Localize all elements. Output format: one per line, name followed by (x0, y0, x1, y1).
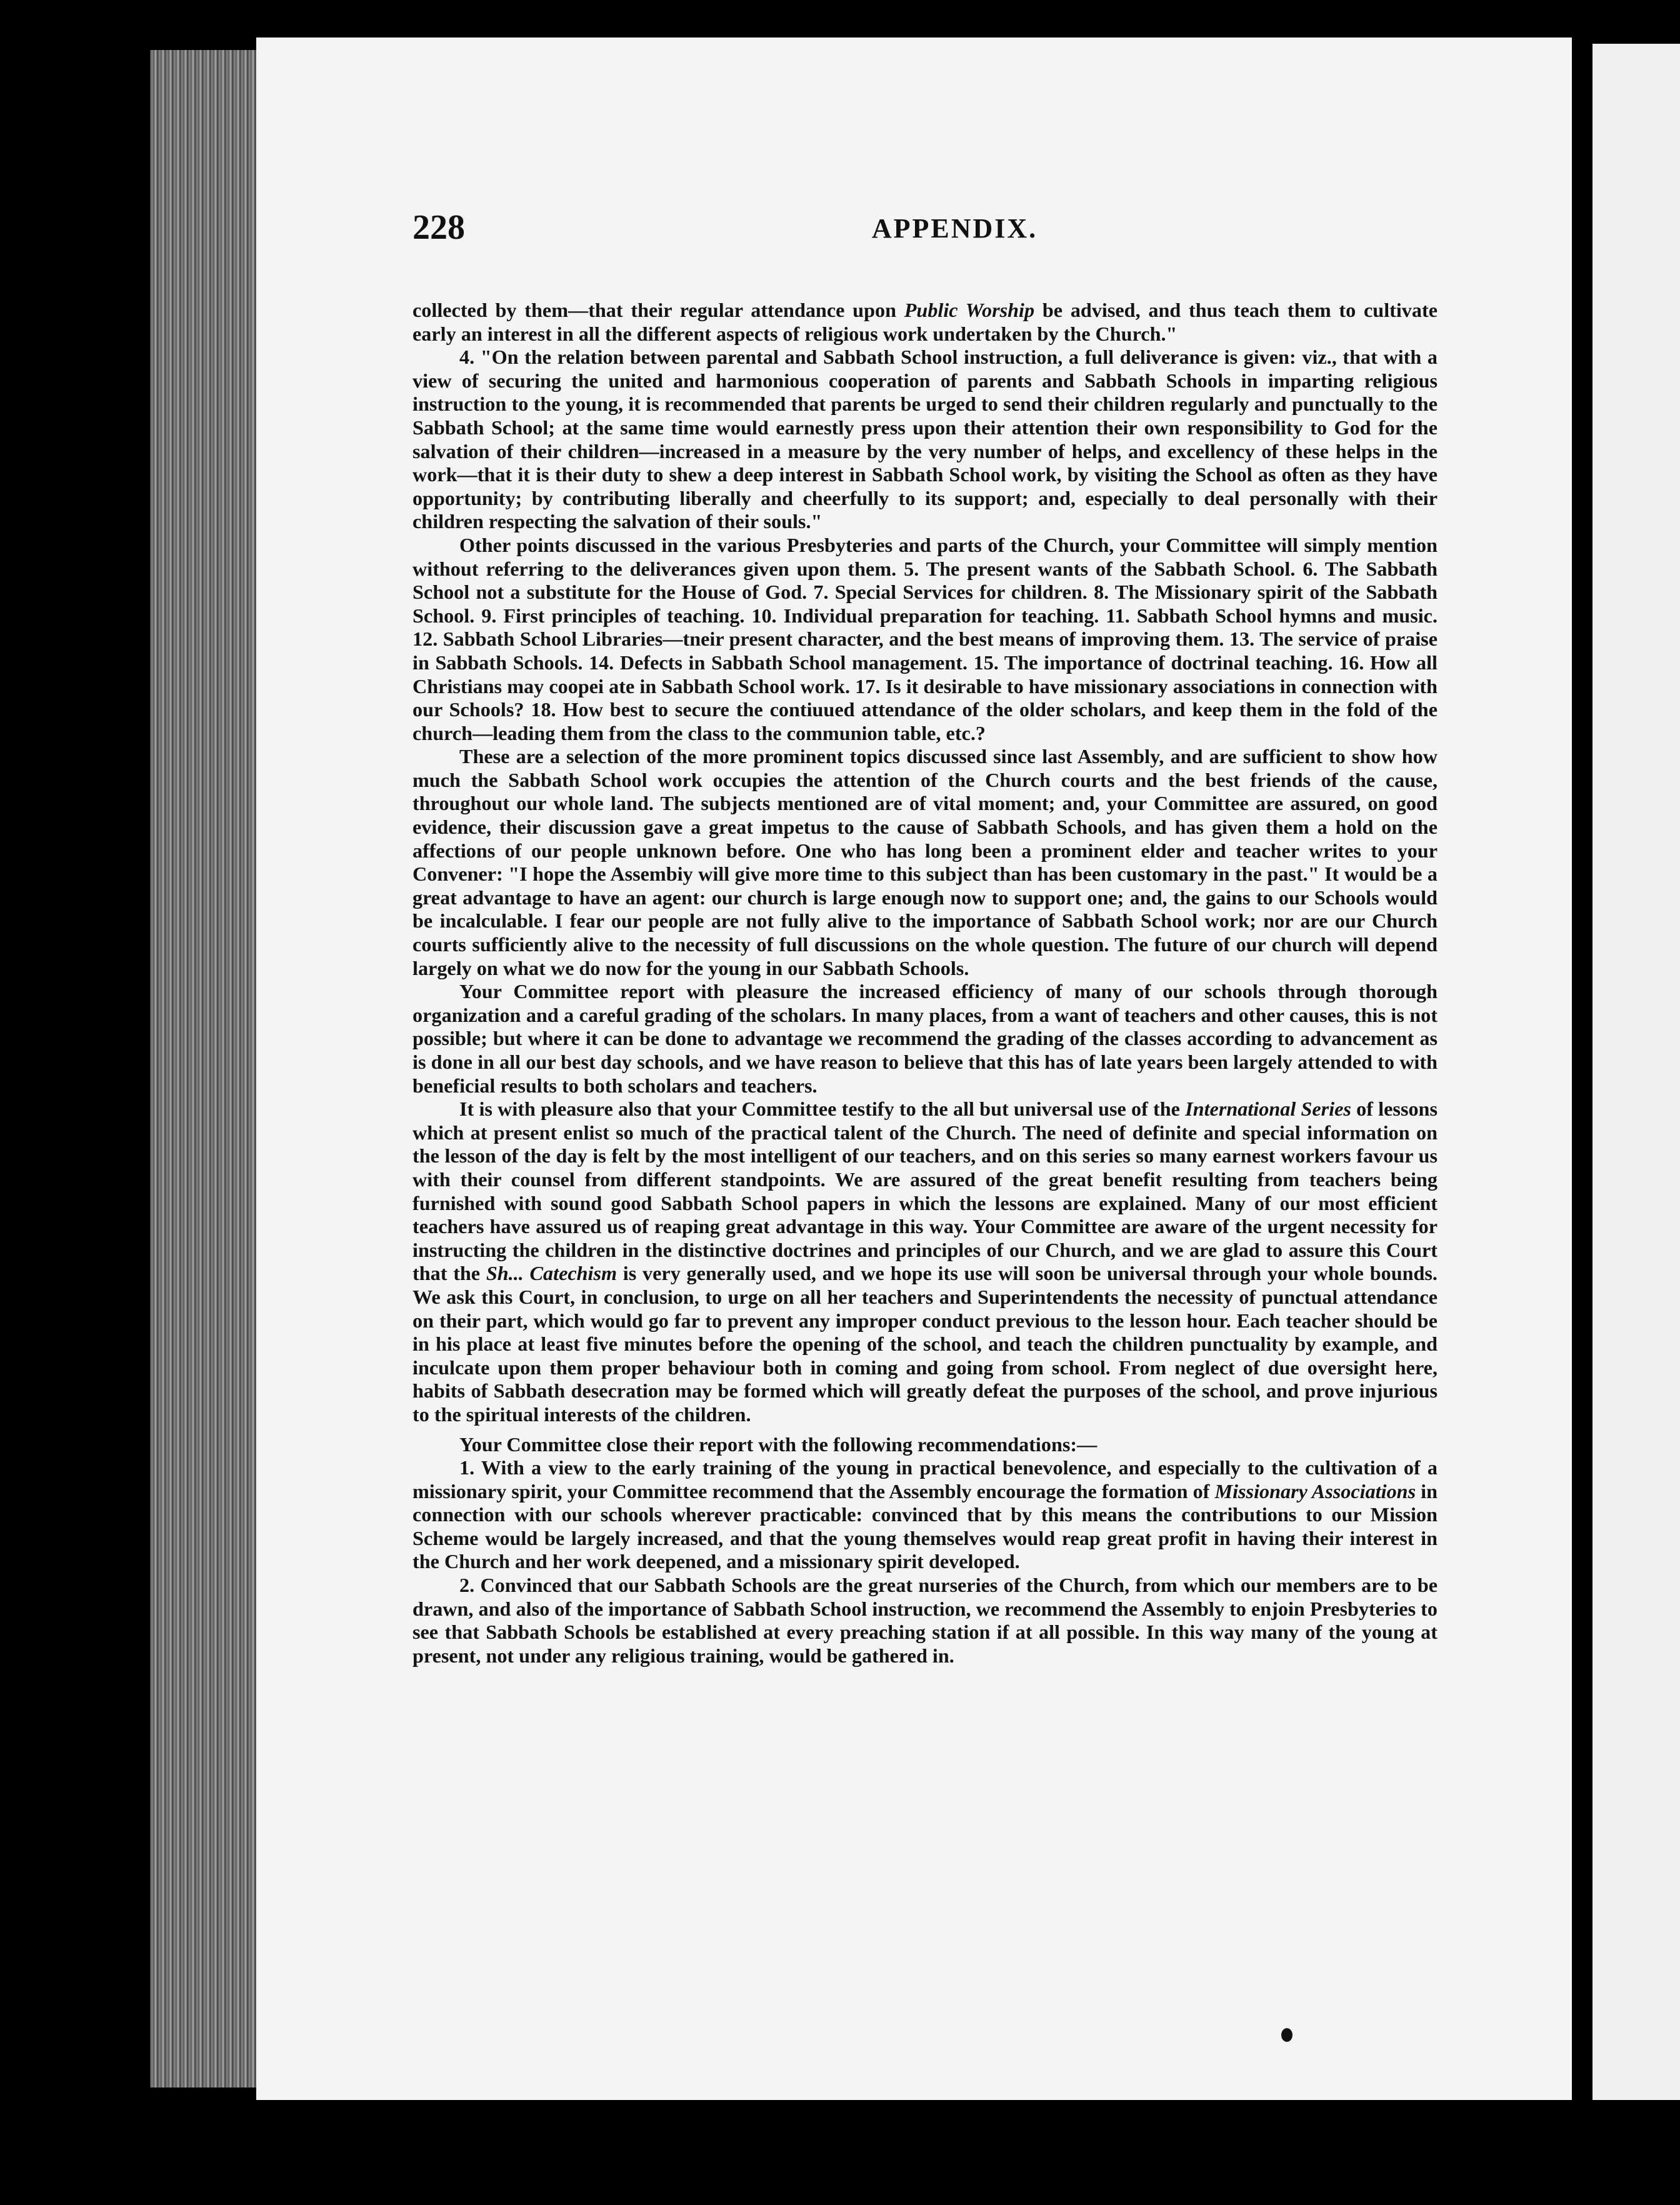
ink-spot (1281, 2028, 1292, 2042)
paragraph-recommendations-intro: Your Committee close their report with the following recommendations:— (459, 1432, 1098, 1456)
page-number: 228 (412, 208, 465, 247)
paragraph-recommendation-2: 2. Convinced that our Sabbath Schools are the great nurseries of the Church, from which our members are to be drawn, and also of the importance of Sabbath School instruction, we recommend the Assembly to enjoin Presbyteries to see that Sabbath Schools be established at every preaching station if at all possible. In this way many of the young at present, not under any religious training, would be gathered in. (412, 1574, 1438, 1667)
facing-page-edge (1592, 44, 1680, 2100)
body-text (412, 299, 1438, 1668)
paragraph-international-series: It is with pleasure also that your Committee testify to the all but universal use of the International Series of lessons which at present enlist so much of the practical talent of the Church. The need of definite and special information on the lesson of the day is felt by the most intelligent of our teachers, and on this series so many earnest workers favour us with their counsel from different standpoints. We are assured of the great benefit resulting from teachers being furnished with sound good Sabbath School papers in which the lessons are explained. Many of our most efficient teachers have assured us of reaping great advantage in this way. Your Committee are aware of the urgent necessity for instructing the children in the distinctive doctrines and principles of our Church, and we are glad to assure this Court that the Sh... Catechism is very generally used, and we hope its use will soon be universal through your whole bounds. We ask this Court, in conclusion, to urge on all her teachers and Superintendents the necessity of punctual attendance on their part, which would go far to prevent any improper conduct previous to the lesson hour. Each teacher should be in his place at least five minutes before the opening of the school, and teach the children punctuality by example, and inculcate upon them proper behaviour both in coming and going from school. From neglect of due oversight here, habits of Sabbath desecration may be formed which will greatly defeat the purposes of the school, and prove injurious to the spiritual interests of the children. (412, 1098, 1438, 1426)
paragraph-recommendation-1: 1. With a view to the early training of the young in practical benevolence, and especially to the cultivation of a missionary spirit, your Committee recommend that the Assembly encourage the formation of Missionary Associations in connection with our schools wherever practicable: convinced that by this means the contributions to our Mission Scheme would be largely increased, and that the young themselves would reap great profit in having their interest in the Church and her work deepened, and a missionary spirit developed. (412, 1456, 1438, 1573)
paragraph-continuation: collected by them—that their regular attendance upon Public Worship be advised, and thus teach them to cultivate early an interest in all the different aspects of religious work undertaken by the Church." (412, 299, 1438, 345)
page-header (412, 208, 1497, 258)
paragraph-deliverance-4: 4. "On the relation between parental and Sabbath School instruction, a full deliverance is given: viz., that with a view of securing the united and harmonious cooperation of parents and Sabbath Schools in imparting religious instruction to the young, it is recommended that parents be urged to send their children regularly and punctually to the Sabbath School; at the same time would earnestly press upon their attention their own responsibility to God for the salvation of their children—increased in a measure by the very number of helps, and excellency of these helps in the work—that it is their duty to shew a deep interest in Sabbath School work, by visiting the School as often as they have opportunity; by contributing liberally and cheerfully to its support; and, especially to deal personally with their children respecting the salvation of their souls." (412, 346, 1438, 533)
paragraph-efficiency: Your Committee report with pleasure the increased efficiency of many of our schools through thorough organization and a careful grading of the scholars. In many places, from a want of teachers and other causes, this is not possible; but where it can be done to advantage we recommend the grading of the classes according to advancement as is done in all our best day schools, and we have reason to believe that this has of late years been largely attended to with beneficial results to both scholars and teachers. (412, 980, 1438, 1097)
running-head: APPENDIX. (871, 213, 1038, 244)
book-page (256, 38, 1572, 2100)
paragraph-selection: These are a selection of the more prominent topics discussed since last Assembly, and are sufficient to show how much the Sabbath School work occupies the attention of the Church courts and the best friends of the cause, throughout our whole land. The subjects mentioned are of vital moment; and, your Committee are assured, on good evidence, their discussion gave a great impetus to the cause of Sabbath Schools, and has given them a hold on the affections of our people unknown before. One who has long been a prominent elder and teacher writes to your Convener: "I hope the Assembiy will give more time to this subject than has been customary in the past." It would be a great advantage to have an agent: our church is large enough now to support one; and, the gains to our Schools would be incalculable. I fear our people are not fully alive to the importance of Sabbath School work; nor are our Church courts sufficiently alive to the necessity of full discussions on the whole question. The future of our church will depend largely on what we do now for the young in our Sabbath Schools. (412, 745, 1438, 979)
paragraph-other-points: Other points discussed in the various Presbyteries and parts of the Church, your Committee will simply mention without referring to the deliverances given upon them. 5. The present wants of the Sabbath School. 6. The Sabbath School not a substitute for the House of God. 7. Special Services for children. 8. The Missionary spirit of the Sabbath School. 9. First principles of teaching. 10. Individual preparation for teaching. 11. Sabbath School hymns and music. 12. Sabbath School Libraries—tneir present character, and the best means of improving them. 13. The service of praise in Sabbath Schools. 14. Defects in Sabbath School management. 15. The importance of doctrinal teaching. 16. How all Christians may coopei ate in Sabbath School work. 17. Is it desirable to have missionary associations in connection with our Schools? 18. How best to secure the contiuued attendance of the older scholars, and keep them in the fold of the church—leading them from the class to the communion table, etc.? (412, 533, 1438, 744)
book-page-edges (150, 50, 259, 2088)
